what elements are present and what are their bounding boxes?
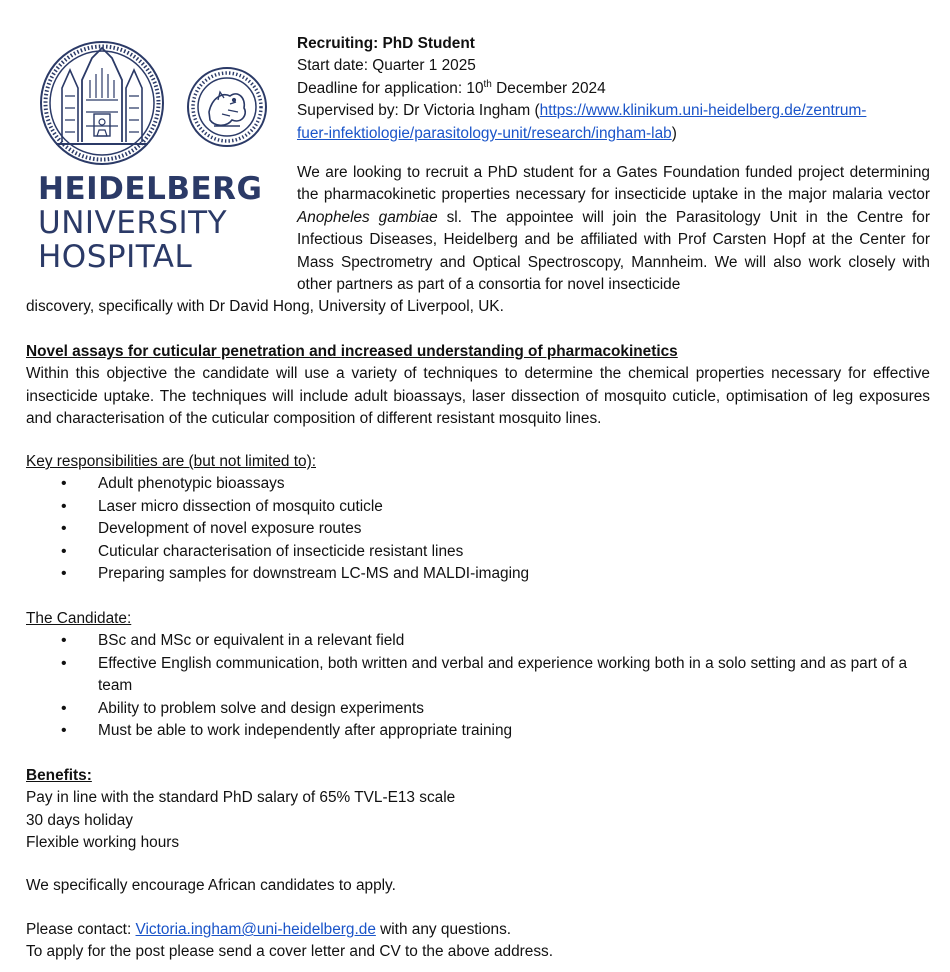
- logo-text-hospital: HOSPITAL: [38, 239, 193, 275]
- encourage-section: [26, 875, 930, 897]
- intro-text: [297, 162, 930, 296]
- list-item: • Development of novel exposure routes: [61, 518, 930, 540]
- species-name: Anopheles gambiae: [297, 208, 438, 226]
- list-item: • Ability to problem solve and design experiments: [61, 698, 930, 720]
- supervisor-line-2: [297, 123, 929, 145]
- responsibilities-section: [26, 451, 930, 585]
- benefit-line: Flexible working hours: [26, 834, 180, 852]
- supervisor-url-link-continued[interactable]: fuer-infektiologie/parasitology-unit/research/ingham-lab: [297, 124, 672, 142]
- start-date: Start date: Quarter 1 2025: [297, 57, 476, 75]
- deadline-suffix: December 2024: [491, 79, 606, 97]
- responsibilities-list: [61, 473, 930, 585]
- posting-header: [297, 33, 929, 145]
- responsibilities-heading: Key responsibilities are (but not limited to):: [26, 453, 316, 470]
- list-item: • Adult phenotypic bioassays: [61, 473, 930, 495]
- encourage-text: We specifically encourage African candidates to apply.: [26, 877, 396, 894]
- benefit-line: Pay in line with the standard PhD salary of 65% TVL-E13 scale: [26, 789, 456, 807]
- supervisor-line: [297, 100, 929, 122]
- contact-suffix: with any questions.: [375, 921, 512, 938]
- list-item: • Effective English communication, both written and verbal and experience working both in a solo setting and as part of a team: [61, 653, 930, 698]
- logo-text-heidelberg: HEIDELBERG: [38, 171, 263, 207]
- objective-body: Within this objective the candidate will use a variety of techniques to determine the chemical properties necessary for effective insecticide uptake. The techniques will include adult bioassays, laser dissection of mosquito cuticle, optimisation of leg exposures and characterisation of the cuticular composition of different resistant mosquito lines.: [26, 365, 930, 428]
- objective-heading: Novel assays for cuticular penetration and increased understanding of pharmacokinetics: [26, 343, 678, 360]
- contact-email-link[interactable]: Victoria.ingham@uni-heidelberg.de: [135, 921, 376, 938]
- contact-section: [26, 919, 930, 964]
- benefits-heading: Benefits:: [26, 767, 92, 784]
- intro-text-part2: sl. The appointee will join the Parasitology Unit in the Centre for Infectious Diseases, Heidelberg and be affiliated with Prof Carsten Hopf at the Center for Mass Spectrometry and Optical Spectroscopy, Mannheim. We will also work closely with other partners as part of a consortia for novel insecticide: [297, 208, 930, 294]
- list-item: • Laser micro dissection of mosquito cuticle: [61, 496, 930, 518]
- apply-instructions: To apply for the post please send a cover letter and CV to the above address.: [26, 943, 554, 961]
- supervisor-url-link[interactable]: https://www.klinikum.uni-heidelberg.de/zentrum-: [539, 102, 867, 120]
- supervisor-suffix: ): [671, 124, 677, 142]
- intro-text-part1: We are looking to recruit a PhD student for a Gates Foundation funded project determining the pharmacokinetic properties necessary for insecticide uptake in the major malaria vector: [297, 164, 930, 204]
- intro-paragraph: [26, 162, 930, 319]
- application-deadline: [297, 78, 929, 100]
- deadline-prefix: Deadline for application: 10: [297, 79, 484, 97]
- supervisor-prefix: Supervised by: Dr Victoria Ingham (: [297, 102, 540, 120]
- university-seals-icon: [34, 40, 274, 170]
- benefits-section: [26, 765, 930, 855]
- candidate-section: [26, 608, 930, 742]
- logo-text-university: UNIVERSITY: [38, 205, 228, 241]
- list-item: • BSc and MSc or equivalent in a relevant field: [61, 630, 930, 652]
- candidate-list: [61, 630, 930, 742]
- list-item: • Cuticular characterisation of insecticide resistant lines: [61, 541, 930, 563]
- recruiting-title: Recruiting: PhD Student: [297, 35, 475, 52]
- deadline-ordinal: th: [483, 78, 492, 90]
- candidate-heading: The Candidate:: [26, 610, 132, 627]
- intro-last-line: discovery, specifically with Dr David Hong, University of Liverpool, UK.: [26, 298, 504, 316]
- benefit-line: 30 days holiday: [26, 811, 133, 829]
- objective-section: [26, 341, 930, 431]
- list-item: • Must be able to work independently after appropriate training: [61, 720, 930, 742]
- list-item: • Preparing samples for downstream LC-MS and MALDI-imaging: [61, 563, 930, 585]
- contact-prefix: Please contact:: [26, 921, 136, 938]
- contact-line: [26, 919, 930, 941]
